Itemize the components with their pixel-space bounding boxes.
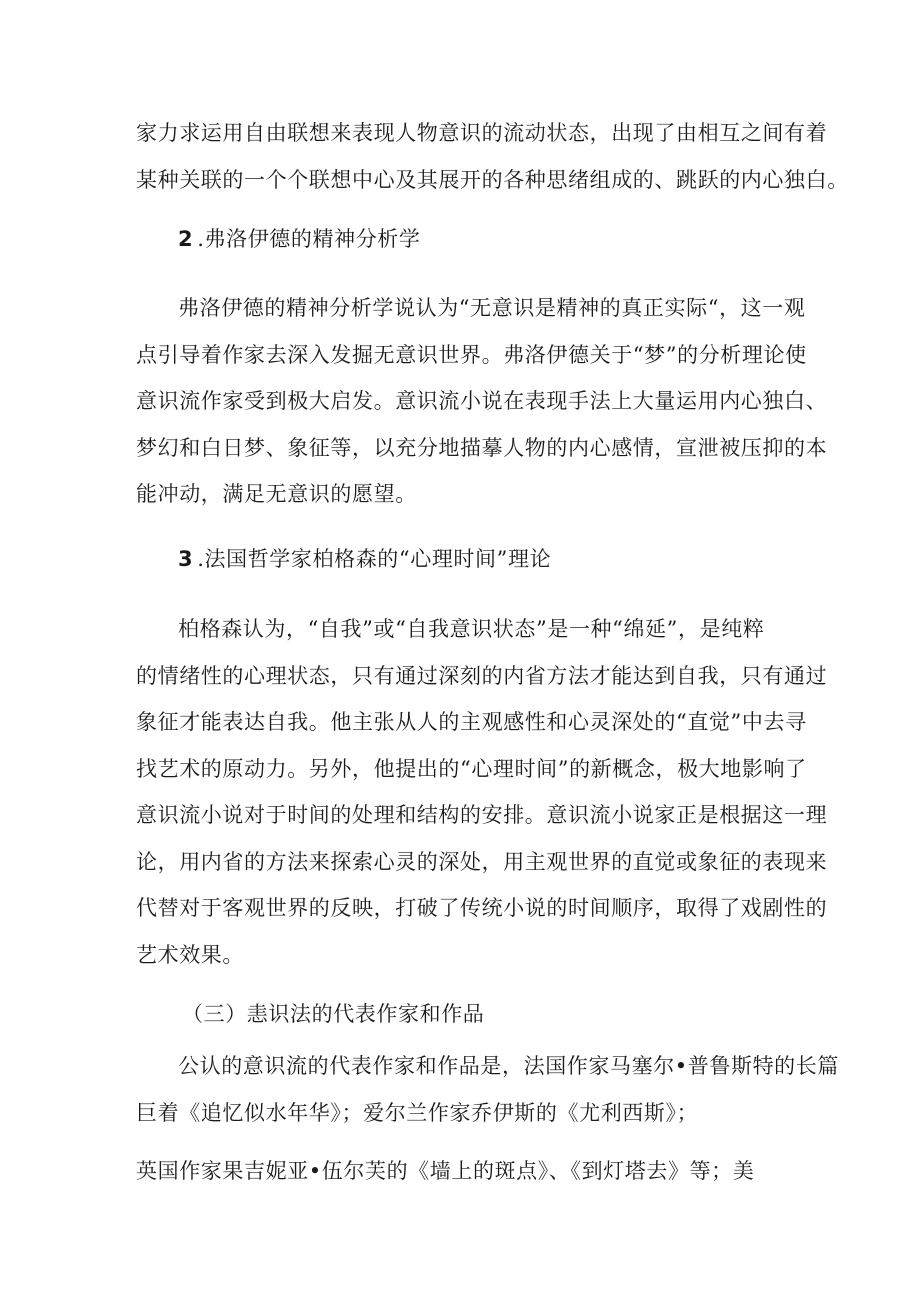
paragraph-intro xyxy=(136,110,849,203)
paragraph-line: 能冲动，满足无意识的愿望。 xyxy=(136,482,417,506)
paragraph-line: 英国作家果吉妮亚•伍尔芙的《墙上的斑点》、《到灯塔去》等；美 xyxy=(136,1159,755,1183)
paragraph-line: 代替对于客观世界的反映，打破了传统小说的时间顺序，取得了戏剧性的 xyxy=(136,896,828,920)
paragraph-line: 点引导着作家去深入发掘无意识世界。弗洛伊德关于“梦”的分析理论使 xyxy=(136,342,807,367)
paragraph-line: 艺术效果。 xyxy=(136,942,244,967)
paragraph-line: 意识流作家受到极大启发。意识流小说在表现手法上大量运用内心独白、 xyxy=(136,389,828,413)
heading-freud xyxy=(178,223,421,255)
paragraph-line: 找艺术的原动力。另外，他提出的“心理时间”的新概念，极大地影响了 xyxy=(136,756,807,781)
paragraph-line: 梦幻和白日梦、象征等，以充分地描摹人物的内心感情，宣泄被压抑的本 xyxy=(136,435,828,460)
heading-number: 2 xyxy=(178,227,194,251)
paragraph-freud xyxy=(136,285,828,518)
paragraph-works-last-line xyxy=(136,1148,786,1195)
paragraph-line: 意识流小说对于时间的处理和结构的安排。意识流小说家正是根据这一理 xyxy=(136,803,828,827)
paragraph-line: 家力求运用自由联想来表现人物意识的流动状态，出现了由相互之间有着 xyxy=(136,121,828,145)
paragraph-line: 柏格森认为，“自我”或“自我意识状态”是一种“绵延”，是纯粹 xyxy=(178,617,765,641)
paragraph-line: 公认的意识流的代表作家和作品是，法国作家马塞尔•普鲁斯特的长篇 xyxy=(178,1054,839,1078)
heading-number: 3 xyxy=(178,547,194,571)
section-title: （三）恚识法的代表作家和作品 xyxy=(182,1002,485,1026)
section-heading xyxy=(182,998,484,1030)
heading-title: .弗洛伊德的精神分析学 xyxy=(197,227,421,251)
paragraph-bergson xyxy=(136,606,828,978)
paragraph-works xyxy=(136,1043,839,1136)
paragraph-line: 某种关联的一个个联想中心及其展开的各种思绪组成的、跳跃的内心独白。 xyxy=(136,167,849,192)
heading-bergson xyxy=(178,543,551,575)
paragraph-line: 象征才能表达自我。他主张从人的主观感性和心灵深处的“直觉”中去寻 xyxy=(136,710,807,734)
paragraph-line: 弗洛伊德的精神分析学说认为“无意识是精神的真正实际“，这一观 xyxy=(178,296,806,320)
heading-title: .法国哲学家柏格森的“心理时间”理论 xyxy=(197,547,552,571)
paragraph-line: 巨着《追忆似水年华》；爱尔兰作家乔伊斯的《尤利西斯》； xyxy=(136,1100,699,1125)
paragraph-line: 的情绪性的心理状态，只有通过深刻的内省方法才能达到自我，只有通过 xyxy=(136,663,828,688)
paragraph-line: 论，用内省的方法来探索心灵的深处，用主观世界的直觉或象征的表现来 xyxy=(136,849,828,874)
